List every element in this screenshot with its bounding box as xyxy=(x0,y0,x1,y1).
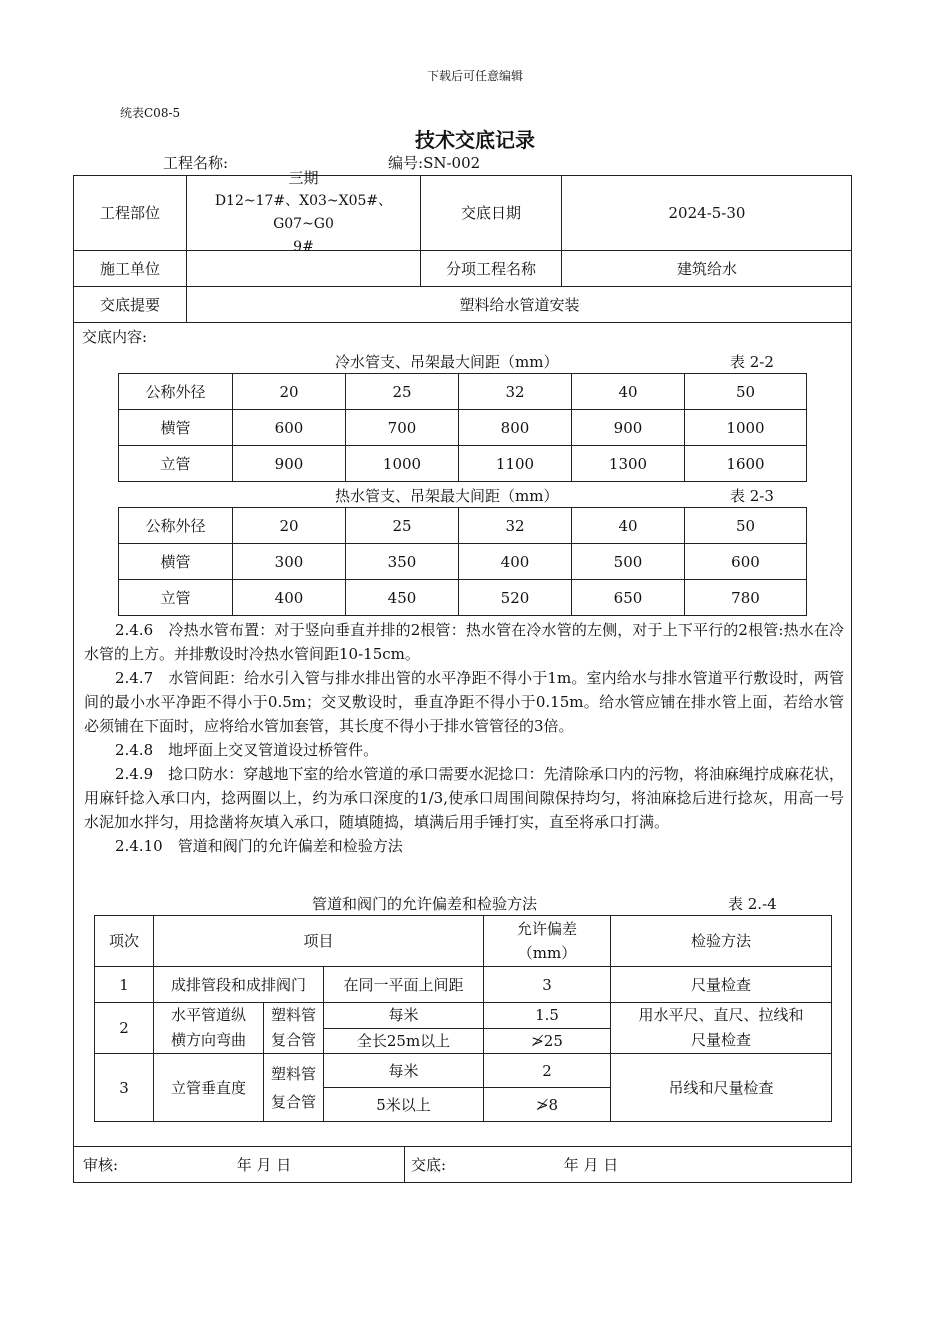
table-cell: 400 xyxy=(233,580,346,616)
paragraph-2-4-7: 2.4.7 水管间距：给水引入管与排水排出管的水平净距不得小于1m。室内给水与排水管道平行敷设时，两管间的最小水平净距不得小于0.5m；交叉敷设时，垂直净距不得小于0.15m。给水管应铺在排水管上面，若给水管必须铺在下面时，应将给水管加套管，其长度不得小于排水管管径的3倍。 xyxy=(84,669,844,735)
table-row xyxy=(119,580,807,616)
content-label: 交底内容: xyxy=(82,328,148,346)
watermark: 下载后可任意编辑 xyxy=(426,69,523,83)
serial-value: SN-002 xyxy=(423,154,481,172)
header-seq: 项次 xyxy=(95,916,154,967)
table-cell: 1600 xyxy=(685,446,807,482)
paragraph-2-4-9: 2.4.9 捻口防水：穿越地下室的给水管道的承口需要水泥捻口：先清除承口内的污物，将油麻绳拧成麻花状，用麻钎捻入承口内，捻两圈以上，约为承口深度的1/3,使承口周围间隙保持均匀，将油麻捻后进行捻灰，用高一号水泥加水拌匀，用捻凿将灰填入承口，随填随捣，填满后用手锤打实，直至将承口打满。 xyxy=(84,765,844,831)
part-label: 工程部位 xyxy=(99,204,160,222)
table-cell: 公称外径 xyxy=(119,374,233,410)
table-row xyxy=(95,1003,832,1029)
unit-label: 施工单位 xyxy=(99,259,160,278)
table-cell: 每米 xyxy=(324,1054,484,1088)
table-cell: 3 xyxy=(484,967,611,1003)
table-cell: 350 xyxy=(346,544,459,580)
table-row xyxy=(119,410,807,446)
table-cell: 横管 xyxy=(119,544,233,580)
header-tolerance: 允许偏差 （mm） xyxy=(484,916,611,967)
table1-number: 表 2-2 xyxy=(730,353,774,371)
handover-label: 交底: xyxy=(411,1156,447,1174)
table-cell: 300 xyxy=(233,544,346,580)
table-cell: 吊线和尺量检查 xyxy=(611,1054,832,1122)
table-cell: ≯8 xyxy=(484,1088,611,1122)
table-cell: 1 xyxy=(95,967,154,1003)
review-label: 审核: xyxy=(83,1156,119,1174)
table-cell: 600 xyxy=(685,544,807,580)
table-row xyxy=(95,967,832,1003)
table-cell: 3 xyxy=(95,1054,154,1122)
table-cell: 用水平尺、直尺、拉线和 尺量检查 xyxy=(611,1003,832,1054)
table-cell: 1000 xyxy=(346,446,459,482)
paragraph-2-4-8: 2.4.8 地坪面上交叉管道设过桥管件。 xyxy=(115,741,379,759)
table-cell: 水平管道纵 横方向弯曲 xyxy=(154,1003,264,1054)
paragraph-2-4-6: 2.4.6 冷热水管布置：对于竖向垂直并排的2根管：热水管在冷水管的左侧，对于上下平行的2根管:热水在冷水管的上方。并排敷设时冷热水管间距10-15cm。 xyxy=(84,621,844,663)
table-cell: 32 xyxy=(459,508,572,544)
table-cell: 1.5 xyxy=(484,1003,611,1029)
date-value: 2024-5-30 xyxy=(668,204,746,222)
table-row xyxy=(119,446,807,482)
table2-number: 表 2-3 xyxy=(730,487,774,505)
table-cell: 5米以上 xyxy=(324,1088,484,1122)
table2-caption: 热水管支、吊架最大间距（mm） xyxy=(335,487,559,505)
header-item: 项目 xyxy=(154,916,484,967)
table-row xyxy=(95,1054,832,1088)
table3-caption: 管道和阀门的允许偏差和检验方法 xyxy=(312,895,538,913)
table-cell: 1100 xyxy=(459,446,572,482)
part-value xyxy=(187,169,420,255)
table-cell: 在同一平面上间距 xyxy=(324,967,484,1003)
date-label: 交底日期 xyxy=(460,204,521,222)
table-cell: 400 xyxy=(459,544,572,580)
table-cell: 25 xyxy=(346,508,459,544)
table-cell: 2 xyxy=(95,1003,154,1054)
table-cell: 立管垂直度 xyxy=(154,1054,264,1122)
table-cell: 20 xyxy=(233,374,346,410)
header-method: 检验方法 xyxy=(611,916,832,967)
subproject-value: 建筑给水 xyxy=(676,259,737,278)
table-cell: 700 xyxy=(346,410,459,446)
unit-value xyxy=(187,251,420,286)
tolerance-table xyxy=(94,915,832,1122)
body-text xyxy=(84,618,844,858)
subproject-label: 分项工程名称 xyxy=(445,259,536,278)
table-row xyxy=(119,544,807,580)
paragraph-2-4-10: 2.4.10 管道和阀门的允许偏差和检验方法 xyxy=(115,837,403,855)
table-cell: 32 xyxy=(459,374,572,410)
table-cell: 公称外径 xyxy=(119,508,233,544)
table-cell: 每米 xyxy=(324,1003,484,1029)
table-cell: 900 xyxy=(572,410,685,446)
summary-label: 交底提要 xyxy=(99,295,160,314)
table-cell: 横管 xyxy=(119,410,233,446)
table-cell: 塑料管 复合管 xyxy=(264,1003,324,1054)
summary-value: 塑料给水管道安装 xyxy=(459,295,580,314)
cold-water-table xyxy=(118,373,807,482)
table-cell: 立管 xyxy=(119,580,233,616)
part-value-line3: 9# xyxy=(293,239,314,255)
table-cell: 600 xyxy=(233,410,346,446)
table-cell: 50 xyxy=(685,508,807,544)
table-cell: 800 xyxy=(459,410,572,446)
table-cell: 2 xyxy=(484,1054,611,1088)
table-cell: 25 xyxy=(346,374,459,410)
table-cell: 50 xyxy=(685,374,807,410)
table-cell: 全长25m以上 xyxy=(324,1028,484,1054)
table-cell: 尺量检查 xyxy=(611,967,832,1003)
table-cell: 520 xyxy=(459,580,572,616)
table-cell: ≯25 xyxy=(484,1028,611,1054)
table-cell: 450 xyxy=(346,580,459,616)
part-value-line2: D12~17#、X03~X05#、G07~G0 xyxy=(214,193,393,232)
table-cell: 650 xyxy=(572,580,685,616)
table-cell: 20 xyxy=(233,508,346,544)
review-date: 年 月 日 xyxy=(236,1156,292,1174)
table3-number: 表 2.-4 xyxy=(728,895,777,913)
table-cell: 500 xyxy=(572,544,685,580)
table-cell: 成排管段和成排阀门 xyxy=(154,967,324,1003)
table1-caption: 冷水管支、吊架最大间距（mm） xyxy=(335,353,559,371)
handover-date: 年 月 日 xyxy=(563,1156,619,1174)
table-cell: 40 xyxy=(572,374,685,410)
serial-label: 编号:SN-002 xyxy=(388,154,481,172)
table-cell: 1000 xyxy=(685,410,807,446)
hot-water-table xyxy=(118,507,807,616)
table-cell: 1300 xyxy=(572,446,685,482)
form-code: 统表C08-5 xyxy=(120,106,181,120)
table-cell: 立管 xyxy=(119,446,233,482)
part-value-line1: 三期 xyxy=(288,169,319,187)
table-cell: 40 xyxy=(572,508,685,544)
table-cell: 780 xyxy=(685,580,807,616)
page-title: 技术交底记录 xyxy=(415,128,535,152)
table-cell: 塑料管 复合管 xyxy=(264,1054,324,1122)
table-cell: 900 xyxy=(233,446,346,482)
project-name-label: 工程名称: xyxy=(163,154,229,172)
